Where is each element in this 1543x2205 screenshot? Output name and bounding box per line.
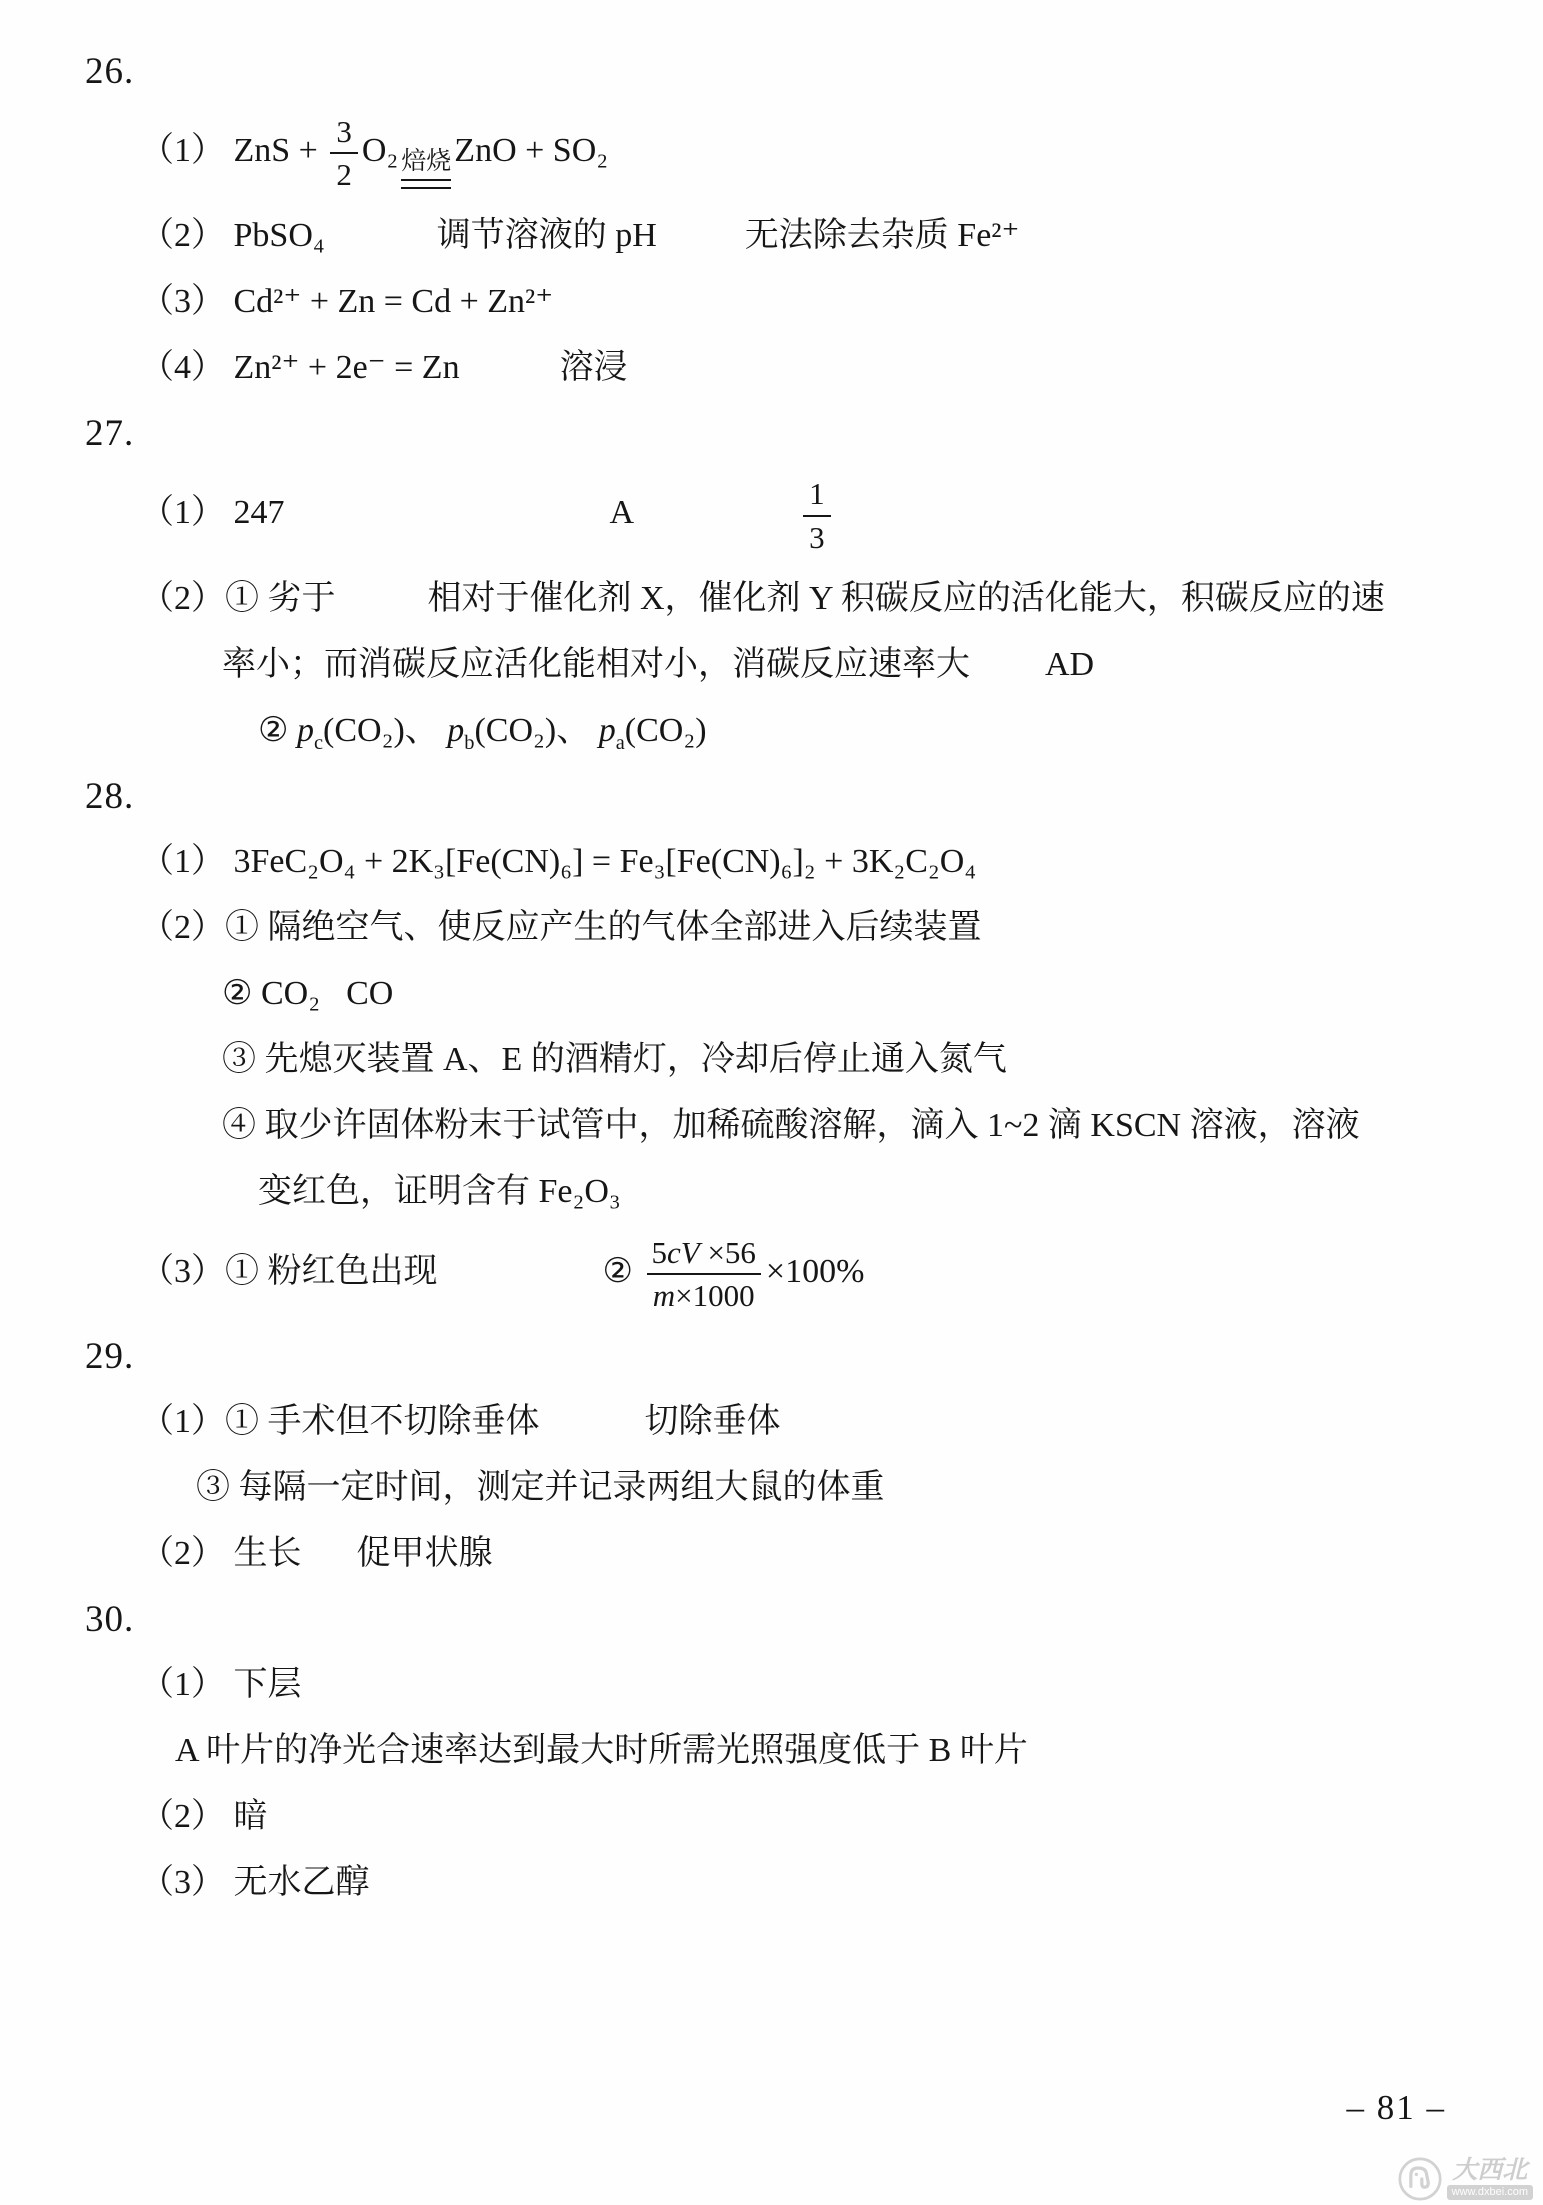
answer-line bbox=[222, 970, 1543, 1017]
fraction-denominator: 2 bbox=[330, 152, 358, 193]
condition-text: 焙烧 bbox=[401, 147, 452, 175]
answer-gap bbox=[325, 245, 437, 246]
text-run: ④ 取少许固体粉末于试管中，加稀硫酸溶解，滴入 1~2 滴 KSCN 溶液，溶液 bbox=[222, 1106, 1360, 1144]
italic-text: p bbox=[296, 711, 314, 749]
italic-text: m bbox=[652, 1277, 676, 1313]
text-run: （2）① 劣于 bbox=[140, 579, 336, 617]
text-run: （3） Cd²⁺ + Zn = Cd + Zn²⁺ bbox=[140, 283, 554, 321]
text-run: ③ 先熄灭装置 A、E 的酒精灯，冷却后停止通入氮气 bbox=[222, 1040, 1007, 1078]
answer-gap bbox=[970, 674, 1045, 675]
section-number: 30. bbox=[85, 1599, 135, 1641]
text-run: (CO₂) bbox=[624, 711, 707, 749]
text-run: ③ 每隔一定时间，测定并记录两组大鼠的体重 bbox=[196, 1469, 885, 1507]
text-run: AD bbox=[1045, 645, 1095, 683]
subscript: c bbox=[313, 731, 324, 754]
section-number: 29. bbox=[85, 1336, 135, 1378]
answer-line bbox=[140, 575, 1543, 622]
fraction bbox=[330, 113, 358, 193]
text-run: （2） 暗 bbox=[140, 1798, 268, 1836]
answer-line bbox=[140, 475, 1543, 555]
answer-gap bbox=[302, 1563, 357, 1564]
answer-gap bbox=[540, 1431, 645, 1432]
fraction-numerator: 3 bbox=[336, 114, 352, 149]
answer-line bbox=[140, 1661, 1543, 1708]
text-run: （1）① 手术但不切除垂体 bbox=[140, 1403, 540, 1441]
double-bond-equals bbox=[401, 179, 451, 189]
answer-line bbox=[140, 113, 1543, 193]
answer-gap bbox=[657, 245, 745, 246]
text-run: 无法除去杂质 Fe²⁺ bbox=[744, 217, 1020, 255]
text-run: A 叶片的净光合速率达到最大时所需光照强度低于 B 叶片 bbox=[175, 1732, 1028, 1770]
watermark-text bbox=[1447, 2158, 1533, 2200]
text-run: 相对于催化剂 X，催化剂 Y 积碳反应的活化能大，积碳反应的速 bbox=[427, 579, 1385, 617]
text-run: 促甲状腺 bbox=[356, 1535, 493, 1573]
section-number: 28. bbox=[85, 775, 135, 817]
text-run: (CO₂)、 bbox=[474, 711, 599, 749]
answer-line bbox=[258, 1168, 1543, 1215]
text-run: 5 bbox=[651, 1234, 667, 1270]
text-run: （3）① 粉红色出现 bbox=[140, 1252, 438, 1290]
fraction bbox=[803, 475, 831, 555]
answer-line bbox=[222, 1036, 1543, 1083]
text-run: ×56 bbox=[699, 1234, 756, 1270]
answer-gap bbox=[438, 1281, 603, 1282]
text-run: CO bbox=[346, 974, 394, 1012]
fraction-numerator bbox=[645, 1234, 761, 1273]
subscript: a bbox=[615, 731, 625, 754]
text-run: （2） 生长 bbox=[140, 1535, 302, 1573]
answer-line bbox=[140, 904, 1543, 951]
section-number: 26. bbox=[85, 51, 135, 92]
answer-line bbox=[222, 1102, 1543, 1149]
answer-line bbox=[140, 1398, 1543, 1445]
text-run: ×100% bbox=[765, 1252, 865, 1290]
elephant-logo-icon bbox=[1398, 2157, 1442, 2201]
answer-gap bbox=[460, 377, 560, 378]
text-run: 溶浸 bbox=[559, 349, 628, 387]
answer-line bbox=[140, 1793, 1543, 1840]
text-run: ×1000 bbox=[675, 1277, 755, 1313]
text-run: 变红色，证明含有 Fe₂O₃ bbox=[258, 1172, 621, 1210]
text-run: ② CO₂ bbox=[222, 974, 321, 1012]
fraction-denominator: 3 bbox=[803, 515, 831, 556]
text-run: O₂ bbox=[361, 131, 399, 169]
text-run: ② bbox=[602, 1252, 642, 1290]
text-run: （4） Zn²⁺ + 2e⁻ = Zn bbox=[140, 349, 460, 387]
text-run: （1） 3FeC₂O₄ + 2K₃[Fe(CN)₆] = Fe₃[Fe(CN)₆]₂ + 3K₂C₂O₄ bbox=[140, 842, 977, 880]
answer-line bbox=[140, 838, 1543, 885]
answer-line bbox=[222, 641, 1543, 688]
answer-gap bbox=[285, 522, 610, 523]
answer-line bbox=[140, 212, 1543, 259]
watermark-brand: 大西北 bbox=[1452, 2156, 1528, 2184]
italic-text: p bbox=[447, 711, 465, 749]
text-run: (CO₂)、 bbox=[323, 711, 448, 749]
italic-text: p bbox=[598, 711, 616, 749]
answer-gap bbox=[320, 1003, 346, 1004]
text-run: 调节溶液的 pH bbox=[436, 217, 657, 255]
fraction bbox=[645, 1234, 761, 1314]
reaction-condition-label bbox=[401, 149, 451, 189]
text-run: 切除垂体 bbox=[644, 1403, 781, 1441]
answer-line bbox=[140, 278, 1543, 325]
text-run: （1） ZnS + bbox=[140, 131, 327, 169]
text-run: ② bbox=[258, 711, 297, 749]
answer-line bbox=[140, 344, 1543, 391]
text-run: （1） 下层 bbox=[140, 1666, 302, 1704]
text-run: （3） 无水乙醇 bbox=[140, 1864, 370, 1902]
answer-line bbox=[175, 1727, 1543, 1774]
answer-line bbox=[196, 1464, 1543, 1511]
fraction-numerator: 1 bbox=[809, 476, 825, 512]
section-number: 27. bbox=[85, 413, 135, 455]
text-run: （1） 247 bbox=[140, 494, 285, 532]
answer-line bbox=[140, 1234, 1543, 1314]
subscript: b bbox=[464, 731, 475, 754]
answer-line bbox=[258, 707, 1543, 754]
answer-line bbox=[140, 1859, 1543, 1906]
italic-text: cV bbox=[666, 1234, 700, 1270]
answer-gap bbox=[336, 608, 428, 609]
fraction-denominator bbox=[647, 1273, 761, 1314]
text-run: 率小；而消碳反应活化能相对小，消碳反应速率大 bbox=[222, 645, 970, 683]
text-run: A bbox=[609, 494, 635, 532]
page-number: – 81 – bbox=[1346, 2088, 1446, 2127]
text-run: ZnO + SO₂ bbox=[454, 131, 609, 169]
text-run: （2） PbSO₄ bbox=[140, 217, 325, 255]
watermark bbox=[1398, 2157, 1533, 2201]
watermark-url: www.dxbei.com bbox=[1447, 2185, 1533, 2200]
answer-gap bbox=[634, 522, 799, 523]
answer-line bbox=[140, 1530, 1543, 1577]
text-run: （2）① 隔绝空气、使反应产生的气体全部进入后续装置 bbox=[140, 908, 982, 946]
